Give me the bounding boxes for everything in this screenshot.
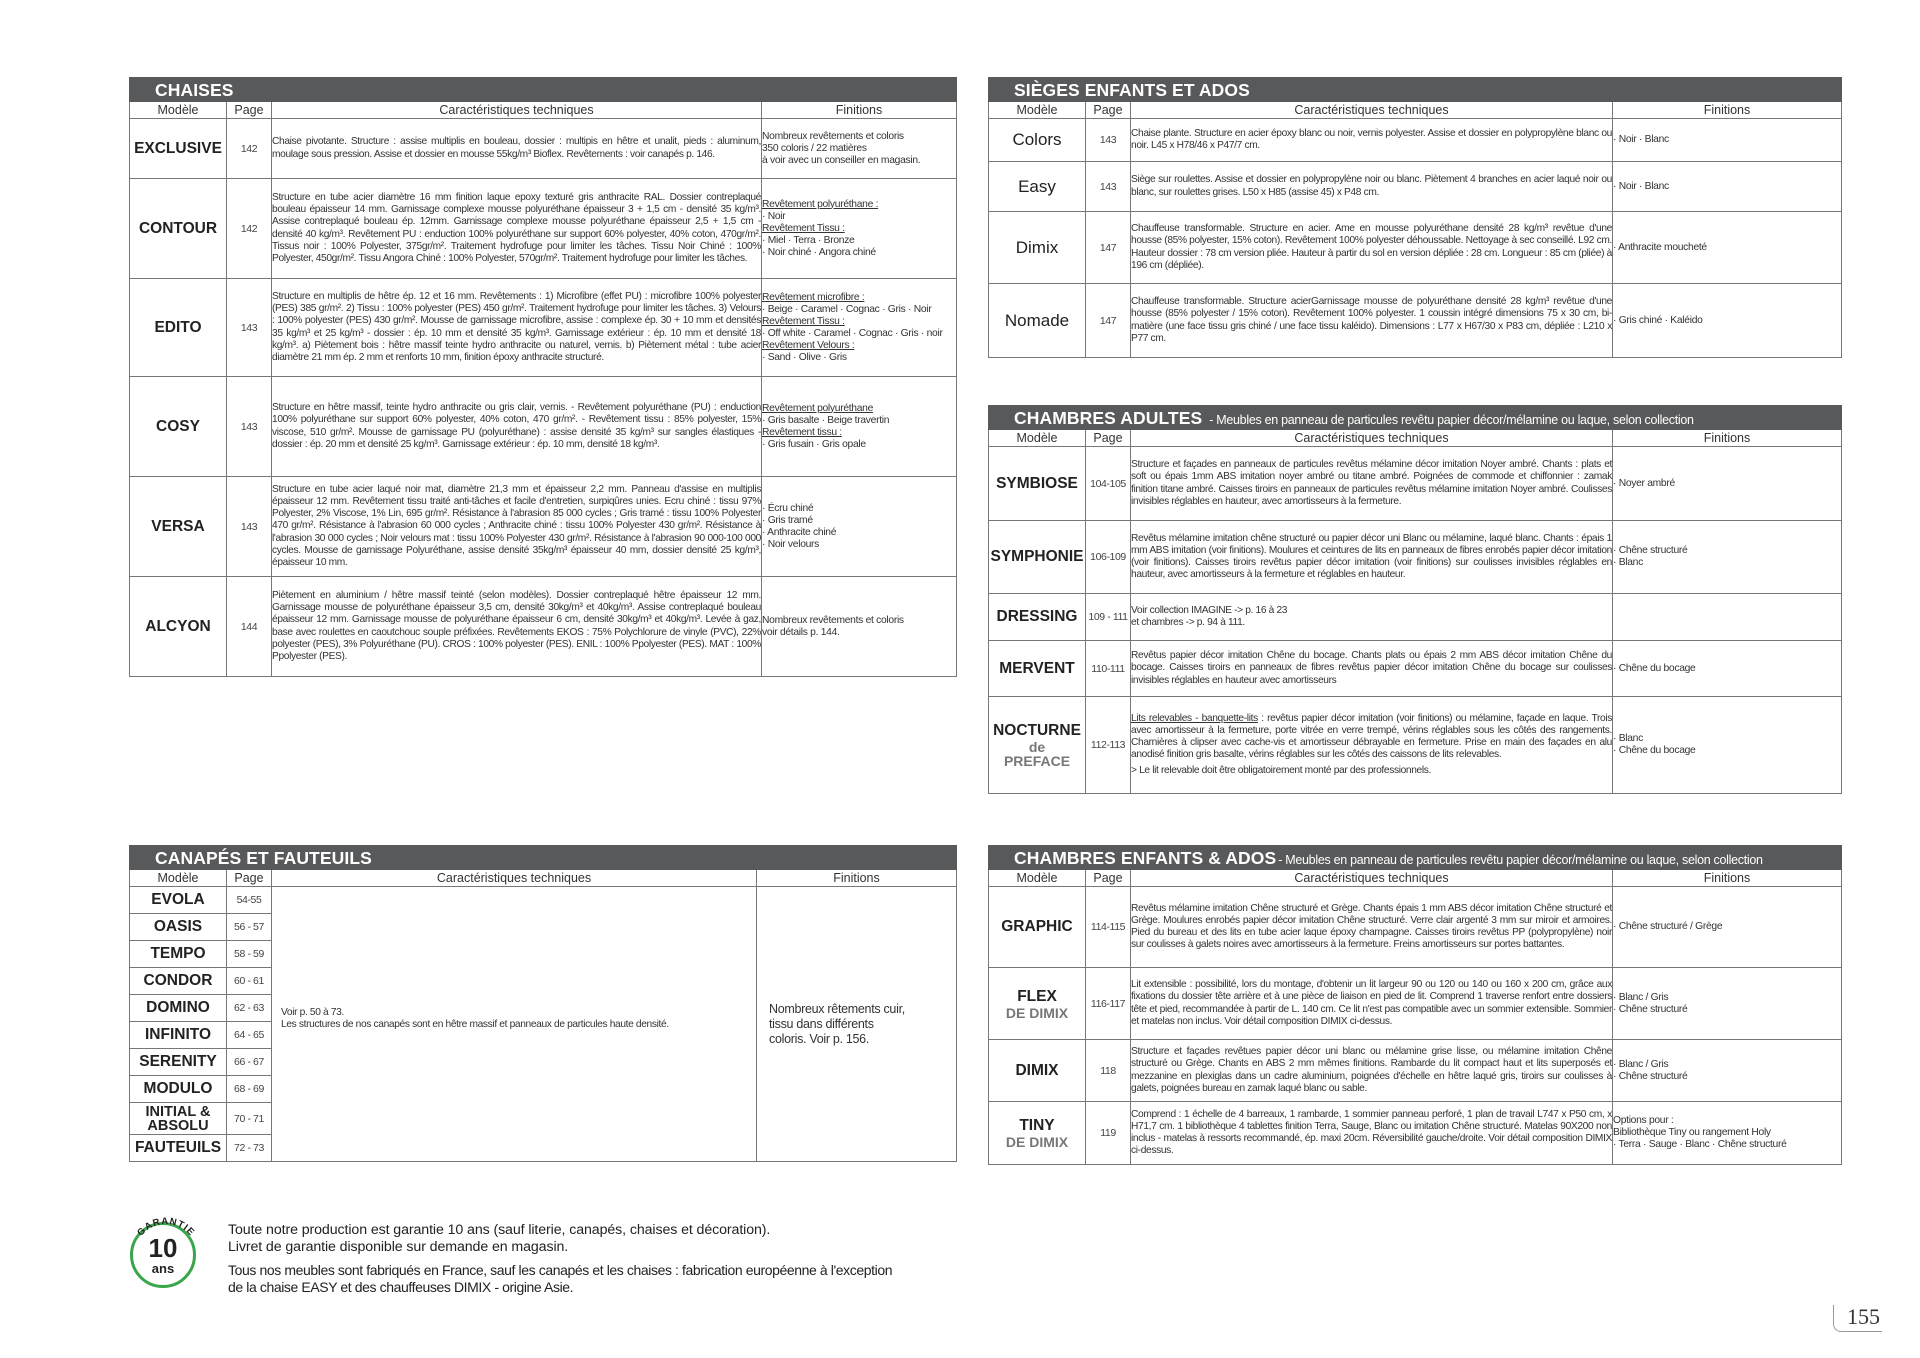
finish-line: · Blanc / Gris	[1613, 1058, 1669, 1070]
model-name: EVOLA	[130, 887, 227, 914]
page-ref: 143	[1086, 162, 1131, 212]
col-header-page: Page	[227, 102, 272, 119]
finishes	[762, 179, 957, 279]
finishes: · Noir · Blanc	[1613, 119, 1842, 162]
chaises-row	[130, 179, 957, 279]
tech-specs: Chauffeuse transformable. Structure acierGarnissage mousse de polyuréthane densité 28 kg/m³ revêtue d'une housse (85% polyester / 15% coton). Revêtement 100% polyester. 1 coussin intégré dimensions 75 x 30 cm, bi-matière (une face tissu gris chiné / une face tissu kaléido). Dimensions : L77 x H67/30 x P83 cm, dépliée : L210 x P77 cm.	[1131, 284, 1613, 358]
tech-specs: Structure en multiplis de hêtre ép. 12 et 16 mm. Revêtements : 1) Microfibre (effet PU) : microfibre 100% polyester (PES) 385 gr/m². 2) Tissu : 100% polyester (PES) 450 gr/m². Traitement hydrofuge pour limiter les tâches. 3) Velours : 100% polyester (PES) 430 gr/m². Mousse de garnissage microfibre, assise : complexe ép. 30 + 10 mm et densités 35 kg/m³ et 25 kg/m³ - dossier : ép. 10 mm et densité 35 kg/m³. Garnissage extérieur : ép. 10 mm et densité 18 kg/m³. a) Piètement bois : hêtre massif teinte hydro anthracite ou naturel, vernis. b) Piètement métal : tube acier diamètre 21 mm ép. 2 mm et renforts 10 mm, finition époxy anthracite structuré.	[272, 279, 762, 377]
model-name: CONDOR	[130, 968, 227, 995]
chambres-adultes-row	[989, 641, 1842, 697]
page-ref: 143	[227, 279, 272, 377]
finishes	[762, 279, 957, 377]
canapes-desc-line-1: Voir p. 50 à 73.	[281, 1007, 344, 1018]
finishes	[1613, 521, 1842, 594]
page-ref: 143	[1086, 119, 1131, 162]
page-ref: 118	[1086, 1040, 1131, 1102]
col-header-specs: Caractéristiques techniques	[1131, 430, 1613, 447]
model-name: COSY	[130, 377, 227, 477]
tech-specs-text: Revêtus papier décor imitation Chêne du bocage. Chants plats ou épais 2 mm ABS décor imitation Chêne du bocage. Caisses tiroirs en panneaux de fibres revêtus papier décor imitation Chêne du bocage sur coulisses invisibles réglables en hauteur avec amortisseurs	[1131, 650, 1612, 686]
model-name: INITIAL & ABSOLU	[130, 1103, 227, 1135]
guarantee-arc-label: GARANTIE	[135, 1215, 197, 1239]
chambres-adultes-row	[989, 697, 1842, 794]
tech-specs-text: : revêtus papier décor imitation (voir finitions) ou mélamine, façade en laque. Trois avec amortisseur à la fermeture, porte vitrée en verre trempé, vérins réglables sous les côtés des rangements. Charnières à clipser avec cache-vis et amortisseur débrayable en fermeture. Prise en main des façades en alu anodisé finition gris basalte, vérins réglables sur les côtés des caissons de lits relevables.	[1131, 712, 1613, 761]
guarantee-number: 10	[148, 1233, 178, 1263]
canapes-desc-line-2: Les structures de nos canapés sont en hêtre massif et panneaux de particules haute densité.	[281, 1019, 669, 1031]
finish-line: · Noir velours	[762, 538, 820, 550]
model-name: INFINITO	[130, 1022, 227, 1049]
finish-line: · Chêne structuré	[1613, 1003, 1688, 1015]
tech-specs	[1131, 697, 1613, 794]
tech-specs-note: > Le lit relevable doit être obligatoirement monté par des professionnels.	[1131, 765, 1432, 777]
finish-line: Revêtement microfibre :	[762, 291, 865, 303]
col-header-page: Page	[1086, 102, 1131, 119]
col-header-page: Page	[1086, 430, 1131, 447]
tech-specs: Structure et façades revêtues papier décor uni blanc ou mélamine grise lisse, ou mélamine imitation Chêne structuré ou Grège. Chants en ABS 2 mm mêmes finitions. Rambarde du lit compact haut et lits superposés et mezzanine en plexiglas dans un cadre aluminium, poignées d'échelle en hêtre laqué gris, tiroirs sur coulisses à galets, poignées bureau en zamak laqué blanc ou sable.	[1131, 1040, 1613, 1102]
finish-line: · Gris fusain · Gris opale	[762, 438, 866, 450]
model-sub-label: DE DIMIX	[1005, 1134, 1069, 1150]
finish-line: à voir avec un conseiller en magasin.	[762, 154, 921, 166]
model-name: ALCYON	[130, 577, 227, 677]
finishes	[762, 577, 957, 677]
finish-line: · Miel · Terra · Bronze	[762, 234, 855, 246]
guarantee-line-1: Toute notre production est garantie 10 ans (sauf literie, canapés, chaises et décoration).	[228, 1222, 771, 1238]
finish-line: · Sand · Olive · Gris	[762, 351, 847, 363]
canapes-table	[129, 870, 957, 1162]
page-ref: 106-109	[1086, 521, 1131, 594]
col-header-finish: Finitions	[1613, 102, 1842, 119]
chambres-adultes-row	[989, 594, 1842, 641]
finishes: Nombreux rêtements cuir, tissu dans différents coloris. Voir p. 156.	[757, 887, 957, 1162]
model-name	[989, 641, 1086, 697]
page-ref: 68 - 69	[227, 1076, 272, 1103]
finish-line: · Chêne du bocage	[1613, 662, 1696, 674]
finishes	[1613, 1102, 1842, 1165]
col-header-model: Modèle	[989, 102, 1086, 119]
finish-line: · Chêne structuré	[1613, 1070, 1688, 1082]
sieges-row	[989, 212, 1842, 284]
page-ref: 147	[1086, 284, 1131, 358]
page-ref: 119	[1086, 1102, 1131, 1165]
finish-line: · Noyer ambré	[1613, 477, 1675, 489]
model-name: EXCLUSIVE	[130, 119, 227, 179]
tech-specs: Structure en hêtre massif, teinte hydro anthracite ou gris clair, vernis. - Revêtement polyuréthane (PU) : enduction 100% polyuréthane sur support 60% polyester, 40% coton, 470 gr/m². - Revêtement tissu : 85% polyester, 15% viscose, 510 gr/m². Mousse de garnissage PU (polyuréthane) : assise densité 35 kg/m³ sur sangles élastiques - dossier : ép. 20 mm et densité 25 kg/m³. Garnissage extérieur : ép. 10 mm, densité 18 kg/m³.	[272, 377, 762, 477]
canapes-title: CANAPÉS ET FAUTEUILS	[129, 845, 957, 870]
col-header-finish: Finitions	[1613, 430, 1842, 447]
tech-specs: Lit extensible : possibilité, lors du montage, d'obtenir un lit largeur 90 ou 120 ou 140 ou 160 x 200 cm, grâce aux fixations du dossier tête arrière et à une pièce de liaison en pied de lit. Comprend 1 traverse renfort entre dossiers tête et pied, recommandée à partir de L. 140 cm. Ce lit n'est pas compatible avec un sommier extensible. Sommier et matelas non inclus. Voir détail composition DIMIX ci-dessus.	[1131, 968, 1613, 1040]
model-name	[989, 887, 1086, 968]
finishes: · Noir · Blanc	[1613, 162, 1842, 212]
finishes	[1613, 594, 1842, 641]
finish-line: · Chêne structuré	[1613, 545, 1688, 556]
page-ref: 110-111	[1086, 641, 1131, 697]
model-name: SERENITY	[130, 1049, 227, 1076]
model-name	[989, 1102, 1086, 1165]
model-name: VERSA	[130, 477, 227, 577]
finish-line: · Beige · Caramel · Cognac · Gris · Noir	[762, 303, 932, 315]
tech-specs: Structure en tube acier diamètre 16 mm finition laque epoxy texturé gris anthracite RAL. Dossier contreplaqué bouleau épaisseur 14 mm. Garnissage complexe mousse polyuréthane épaisseur 3 + 1,5 cm - densité 35 kg/m³. Assise contreplaqué bouleau ép. 12mm. Garnissage complexe mousse polyuréthane épaisseur 2,5 + 1,5 cm - densité 40 kg/m³. Revêtement PU : enduction 100% polyuréthane sur support 60% polyester, 40% coton, 470gr/m². Tissus noir : 100% Polyester, 375gr/m². Traitement hydrofuge pour limiter les tâches. Tissu Noir Chiné : 100% Polyester, 450gr/m². Tissu Angora Chiné : 100% Polyester, 570gr/m². Traitement hydrofuge pour limiter les tâches.	[272, 179, 762, 279]
guarantee-line-3: Tous nos meubles sont fabriqués en France, sauf les canapés et les chaises : fabrication européenne à l'exception	[228, 1262, 893, 1278]
model-sub-label: de PREFACE	[1003, 739, 1071, 769]
page-ref: 58 - 59	[227, 941, 272, 968]
col-header-finish: Finitions	[762, 102, 957, 119]
col-header-specs: Caractéristiques techniques	[1131, 870, 1613, 887]
tech-specs: Piètement en aluminium / hêtre massif teinté (selon modèles). Dossier contreplaqué hêtre épaisseur 12 mm. Garnissage mousse de polyuréthane épaisseur 3,5 cm, densité 30kg/m³ et 40kg/m³. Assise contreplaqué bouleau épaisseur 12 mm. Garnissage mousse de polyuréthane épaisseur 6 cm, densité 30kg/m³ et 40kg/m³. Levée à gaz, base avec roulettes en caoutchouc souple préfixées. Revêtements EKOS : 75% Polychlorure de vinyle (PVC), 22% polyester (PES), 3% Polyuréthane (PU). CROS : 100% polyester (PES). ENIL : 100% Ppolyester (PES). MAT : 100% Ppolyester (PES).	[272, 577, 762, 677]
finish-line: · Noir	[762, 210, 786, 222]
chaises-row	[130, 477, 957, 577]
model-name	[989, 968, 1086, 1040]
col-header-page: Page	[227, 870, 272, 887]
model-name: Nomade	[989, 284, 1086, 358]
model-name: Easy	[989, 162, 1086, 212]
tech-specs: Chaise plante. Structure en acier époxy blanc ou noir, vernis polyester. Assise et dossier en polypropylène blanc ou noir. L45 x H78/46 x P47/7 cm.	[1131, 119, 1613, 162]
page-ref: 54-55	[227, 887, 272, 914]
col-header-model: Modèle	[989, 430, 1086, 447]
finish-line: 350 coloris / 22 matières	[762, 142, 867, 154]
finishes	[1613, 641, 1842, 697]
finishes	[762, 477, 957, 577]
tech-specs-emphasis: Lits relevables - banquette-lits	[1131, 712, 1258, 724]
sieges-table	[988, 102, 1842, 358]
sieges-table-section	[988, 77, 1842, 358]
model-name	[989, 594, 1086, 641]
sieges-row	[989, 162, 1842, 212]
tech-specs: Chaise pivotante. Structure : assise multiplis en bouleau, dossier : multipis en hêtre et unalit, pieds : aluminum, moulage sous pression. Assise et dossier en mousse 55kg/m³ Bioflex. Revêtements : voir canapés p. 146.	[272, 119, 762, 179]
page-ref: 62 - 63	[227, 995, 272, 1022]
model-name: MODULO	[130, 1076, 227, 1103]
tech-specs-text: Structure et façades en panneaux de particules revêtus mélamine décor imitation Noyer ambré. Chants : plats et soft ou épais 1mm ABS imitation noyer ambré ou titane ambré. Poignées de commode et chiffonnier : zamak finition titane ambré. Caisses tiroirs en panneaux de particules revêtus mélamine imitation Noyer ambré. Coulisses invisibles réglables en hauteur, avec amortisseurs à la fermeture.	[1131, 459, 1612, 507]
guarantee-line-2: Livret de garantie disponible sur demande en magasin.	[228, 1239, 569, 1255]
col-header-specs: Caractéristiques techniques	[272, 102, 762, 119]
finish-line: Revêtement Tissu :	[762, 315, 845, 327]
finishes	[1613, 697, 1842, 794]
chambres-adultes-row	[989, 447, 1842, 521]
page-ref: 72 - 73	[227, 1135, 272, 1162]
col-header-specs: Caractéristiques techniques	[1131, 102, 1613, 119]
finish-line: · Terra · Sauge · Blanc · Chêne structuré	[1613, 1139, 1787, 1150]
canapes-table-section	[129, 845, 957, 1162]
finish-line: · Chêne du bocage	[1613, 745, 1696, 756]
model-name	[989, 521, 1086, 594]
model-name	[989, 697, 1086, 794]
chambres-enfants-row	[989, 968, 1842, 1040]
model-label: SYMBIOSE	[996, 474, 1078, 492]
finish-line: Nombreux revêtements et coloris	[762, 614, 904, 626]
chambres-enfants-title-main: CHAMBRES ENFANTS & ADOS	[1014, 848, 1277, 868]
chambres-adultes-title-main: CHAMBRES ADULTES	[1014, 408, 1203, 428]
guarantee-unit: ans	[151, 1261, 175, 1276]
finish-line: Options pour :	[1613, 1115, 1674, 1126]
tech-specs	[1131, 447, 1613, 521]
model-label: TINY	[1019, 1117, 1055, 1134]
finish-line: · Off white · Caramel · Cognac · Gris · noir	[762, 327, 943, 339]
model-name: CONTOUR	[130, 179, 227, 279]
finishes	[762, 119, 957, 179]
sieges-title: SIÈGES ENFANTS ET ADOS	[988, 77, 1842, 102]
model-name	[989, 1040, 1086, 1102]
finishes	[1613, 887, 1842, 968]
chambres-enfants-row	[989, 1102, 1842, 1165]
model-name: TEMPO	[130, 941, 227, 968]
chambres-enfants-title	[988, 845, 1842, 870]
model-label: DRESSING	[996, 608, 1078, 625]
finishes: · Gris chiné · Kaléido	[1613, 284, 1842, 358]
finishes	[1613, 447, 1842, 521]
col-header-specs: Caractéristiques techniques	[272, 870, 757, 887]
tech-specs: Siège sur roulettes. Assise et dossier en polypropylène noir ou blanc. Piètement 4 branches en acier laqué noir ou blanc, sur roulettes grises. L50 x H85 (assise 45) x P48 cm.	[1131, 162, 1613, 212]
page-ref: 116-117	[1086, 968, 1131, 1040]
page-ref: 64 - 65	[227, 1022, 272, 1049]
finish-line: · Blanc	[1613, 733, 1643, 744]
chaises-title: CHAISES	[129, 77, 957, 102]
finish-line: Revêtement tissu :	[762, 426, 842, 438]
model-name: OASIS	[130, 914, 227, 941]
tech-specs: Chauffeuse transformable. Structure en acier. Ame en mousse polyuréthane densité 28 kg/m³ revêtue d'une housse (85% polyester, 15% coton). Revêtement 100% polyester déhoussable. Nettoyage à sec conseillé. L92 cm. Hauteur dossier : 78 cm version pliée. Hauteur à partir du sol en version dépliée : 28 cm. Longueur : 85 cm (pliée) à 196 cm (dépliée).	[1131, 212, 1613, 284]
finish-line: Nombreux revêtements et coloris	[762, 130, 904, 142]
model-sub-label: DE DIMIX	[1005, 1004, 1069, 1021]
chaises-row	[130, 279, 957, 377]
page-ref: 60 - 61	[227, 968, 272, 995]
chambres-adultes-subtitle: - Meubles en panneau de particules revêtu papier décor/mélamine ou laque, selon collection	[1209, 413, 1694, 427]
model-name: Colors	[989, 119, 1086, 162]
chaises-row	[130, 119, 957, 179]
model-name	[989, 447, 1086, 521]
model-label: FLEX	[1017, 987, 1057, 1005]
col-header-model: Modèle	[130, 102, 227, 119]
chaises-table	[129, 102, 957, 677]
finishes	[1613, 1040, 1842, 1102]
chambres-enfants-section	[988, 845, 1842, 1165]
model-name: FAUTEUILS	[130, 1135, 227, 1162]
page-ref: 112-113	[1086, 697, 1131, 794]
tech-specs	[1131, 521, 1613, 594]
finish-line: Revêtement Velours :	[762, 339, 855, 351]
guarantee-line-4: de la chaise EASY et des chauffeuses DIMIX - origine Asie.	[228, 1279, 574, 1295]
chambres-adultes-title	[988, 405, 1842, 430]
finish-line: Revêtement Tissu :	[762, 222, 845, 234]
page-ref: 143	[227, 477, 272, 577]
page-ref: 142	[227, 179, 272, 279]
finishes	[762, 377, 957, 477]
chaises-row	[130, 577, 957, 677]
sieges-row	[989, 284, 1842, 358]
finish-line: · Chêne structuré / Grège	[1613, 921, 1723, 932]
col-header-finish: Finitions	[1613, 870, 1842, 887]
col-header-model: Modèle	[130, 870, 227, 887]
chambres-enfants-row	[989, 887, 1842, 968]
guarantee-badge	[130, 1215, 197, 1288]
chaises-table-section	[129, 77, 957, 677]
model-label: MERVENT	[999, 659, 1075, 677]
chaises-row	[130, 377, 957, 477]
finish-line: · Gris basalte · Beige travertin	[762, 414, 890, 426]
page-ref: 142	[227, 119, 272, 179]
chambres-enfants-subtitle: - Meubles en panneau de particules revêtu papier décor/mélamine ou laque, selon collection	[1278, 853, 1763, 867]
finish-line: · Blanc / Gris	[1613, 991, 1669, 1003]
page-ref: 104-105	[1086, 447, 1131, 521]
tech-specs	[272, 887, 757, 1162]
model-label: SYMPHONIE	[990, 548, 1084, 565]
tech-specs: Structure en tube acier laqué noir mat, diamètre 21,3 mm et épaisseur 2,2 mm. Panneau d'assise en multiplis épaisseur 12 mm. Revêtement tissu traité anti-tâches et facile d'entretien, surpiqûres unies. Ecru chiné : tissu 97% Polyester, 2% Viscose, 1% Lin, 695 gr/m². Résistance à l'abrasion 85 000 cycles ; Gris tramé : tissu 100% Polyester 470 gr/m². Résistance à l'abrasion 60 000 cycles ; Anthracite chiné : tissu 100% Polyester 430 gr/m². Résistance à l'abrasion 30 000 cycles ; Noir velours mat : tissu 100% Polyester 430 gr/m². Résistance à l'abrasion 90 000-100 000 cycles. Mousse de garnissage Polyuréthane, assise densité 35kg/m³ épaisseur 40 mm, dossier densité 25 kg/m³, épaisseur 10 mm.	[272, 477, 762, 577]
model-label: DIMIX	[1015, 1061, 1059, 1079]
page-ref: 143	[227, 377, 272, 477]
col-header-finish: Finitions	[757, 870, 957, 887]
page-ref: 114-115	[1086, 887, 1131, 968]
model-name: DOMINO	[130, 995, 227, 1022]
col-header-page: Page	[1086, 870, 1131, 887]
tech-specs: Comprend : 1 échelle de 4 barreaux, 1 rambarde, 1 sommier panneau perforé, 1 plan de travail L747 x P50 cm, x H71,7 cm. 1 bibliothèque 4 tablettes finition Terra, Sauge, Blanc ou imitation Chêne structuré. Matelas 90X200 non inclus - matelas à ressorts recommandé, ép. maxi 20cm. Réversibilité gauche/droite. Voir détail composition DIMIX ci-dessus.	[1131, 1102, 1613, 1165]
page-ref: 144	[227, 577, 272, 677]
finish-line: Revêtement polyuréthane :	[762, 198, 879, 210]
chambres-adultes-section	[988, 405, 1842, 794]
page-number: 155	[1847, 1304, 1880, 1329]
model-name: EDITO	[130, 279, 227, 377]
finish-line: Revêtement polyuréthane	[762, 402, 874, 414]
model-label: NOCTURNE	[993, 722, 1081, 739]
chambres-adultes-table	[988, 430, 1842, 794]
finish-line: · Blanc	[1613, 557, 1643, 568]
finishes: · Anthracite moucheté	[1613, 212, 1842, 284]
tech-specs	[1131, 641, 1613, 697]
model-name: Dimix	[989, 212, 1086, 284]
model-label: GRAPHIC	[1001, 918, 1073, 935]
finish-line: · Écru chiné	[762, 502, 814, 514]
tech-specs-text: Revêtus mélamine imitation chêne structuré ou papier décor uni Blanc ou mélamine, laqué blanc. Chants : épais 1 mm ABS imitation (voir finitions). Moulures et ceintures de lits en panneaux de fibres enrobés papier décor imitation (voir finitions). Caisses tiroirs revêtus papier décor imitation (voir finitions) sur coulisses invisibles réglables en hauteur, avec amortisseurs à la fermeture et réglables en hauteur.	[1131, 532, 1612, 581]
guarantee-text-2	[228, 1262, 892, 1296]
chambres-adultes-row	[989, 521, 1842, 594]
finish-line: Bibliothèque Tiny ou rangement Holy	[1613, 1127, 1771, 1138]
page-ref: 147	[1086, 212, 1131, 284]
page-ref: 70 - 71	[227, 1103, 272, 1135]
page-ref: 56 - 57	[227, 914, 272, 941]
page-ref: 66 - 67	[227, 1049, 272, 1076]
chambres-enfants-row	[989, 1040, 1842, 1102]
col-header-model: Modèle	[989, 870, 1086, 887]
chambres-enfants-table	[988, 870, 1842, 1165]
finish-line: voir détails p. 144.	[762, 626, 840, 638]
tech-specs	[1131, 594, 1613, 641]
tech-specs: Revêtus mélamine imitation Chêne structuré et Grège. Chants épais 1 mm ABS décor imitation Chêne structuré et Grège. Moulures enrobés papier décor imitation Chêne structuré. Verre clair argenté 3 mm sur miroir et armoires. Pied du bureau et des lits en tube acier laque époxy champagne. Caisses tiroirs revêtus PP (polypropylène) noir sur coulisses à galets noires avec amortisseurs à la fermeture. Freins amortisseurs sur portes battantes.	[1131, 887, 1613, 968]
canapes-row	[130, 887, 957, 914]
finishes	[1613, 968, 1842, 1040]
guarantee-text-1	[228, 1222, 770, 1256]
sieges-row	[989, 119, 1842, 162]
finish-line: · Noir chiné · Angora chiné	[762, 246, 876, 258]
page-ref: 109 - 111	[1086, 594, 1131, 641]
finish-line: · Gris tramé	[762, 514, 813, 526]
finish-line: · Anthracite chiné	[762, 526, 837, 538]
tech-specs-text: Voir collection IMAGINE -> p. 16 à 23 et chambres -> p. 94 à 111.	[1131, 604, 1288, 628]
